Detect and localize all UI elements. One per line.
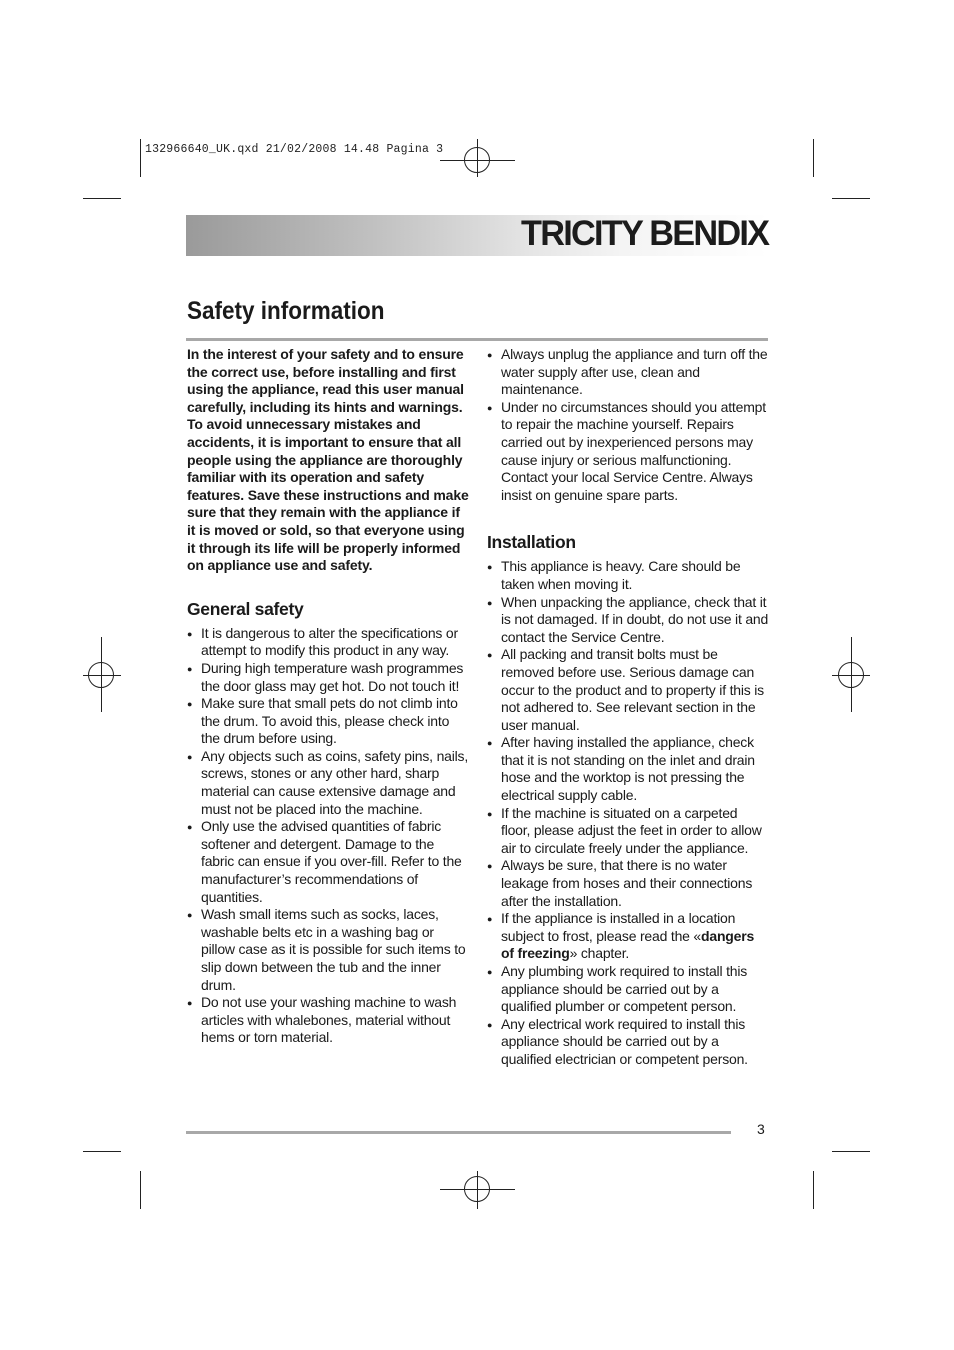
left-column (187, 346, 470, 1047)
crop-mark (83, 198, 121, 199)
list-item: ● During high temperature wash programmes the door glass may get hot. Do not touch it! (187, 660, 470, 695)
list-item: ● Only use the advised quantities of fabric softener and detergent. Damage to the fabric can ensue if you over-fill. Refer to the manufacturer’s recommendations of quantities. (187, 818, 470, 906)
list-item: ● Always be sure, that there is no water leakage from hoses and their connections after the installation. (487, 857, 770, 910)
general-safety-heading: General safety (187, 598, 304, 619)
right-column (487, 346, 770, 1069)
list-item: ● It is dangerous to alter the specifications or attempt to modify this product in any way. (187, 625, 470, 660)
intro-paragraph: In the interest of your safety and to ensure the correct use, before installing and first using the appliance, read this user manual carefully, including its hints and warnings. To avoid unnecessary mistakes and accidents, it is important to ensure that all people using the appliance are thoroughly familiar with its operation and safety features. Save these instructions and make sure that they remain with the appliance if it is moved or sold, so that everyone using it through its life will be properly informed on appliance use and safety. (187, 346, 469, 574)
crop-mark (140, 139, 141, 177)
list-item: ● All packing and transit bolts must be removed before use. Serious damage can occur to the product and to property if this is not adhered to. See relevant section in the user manual. (487, 646, 770, 734)
list-item-frost (487, 910, 770, 963)
crop-mark (832, 1151, 870, 1152)
list-item: ● Make sure that small pets do not climb into the drum. To avoid this, please check into the drum before using. (187, 695, 470, 748)
crop-mark (813, 1171, 814, 1209)
brand-logo: TRICITY BENDIX (520, 214, 768, 253)
crop-mark (140, 1171, 141, 1209)
list-item: ● Any electrical work required to install this appliance should be carried out by a qualified electrician or competent person. (487, 1016, 770, 1069)
general-safety-list (187, 625, 470, 1047)
footer-rule (186, 1131, 731, 1134)
list-item: ● Any plumbing work required to install this appliance should be carried out by a qualified plumber or competent person. (487, 963, 770, 1016)
crop-mark (832, 198, 870, 199)
print-slug: 132966640_UK.qxd 21/02/2008 14.48 Pagina 3 (145, 143, 444, 156)
crop-mark (813, 139, 814, 177)
page-number: 3 (757, 1121, 765, 1137)
frost-text-after: » chapter. (569, 945, 630, 962)
general-safety-list-continued (487, 346, 770, 504)
list-item: ● Any objects such as coins, safety pins, nails, screws, stones or any other hard, sharp material can cause extensive damage and must not be placed into the machine. (187, 748, 470, 818)
list-item: ● If the machine is situated on a carpeted floor, please adjust the feet in order to allow air to circulate freely under the appliance. (487, 805, 770, 858)
dangers-of-freezing-ref: dangers of freezing (501, 927, 755, 962)
installation-heading: Installation (487, 532, 576, 553)
list-item: ● When unpacking the appliance, check that it is not damaged. If in doubt, do not use it and contact the Service Centre. (487, 594, 770, 647)
crop-mark (83, 1151, 121, 1152)
frost-text-before: If the appliance is installed in a location subject to frost, please read the « (501, 910, 736, 944)
list-item: ● This appliance is heavy. Care should be taken when moving it. (487, 558, 770, 593)
title-rule (186, 338, 768, 341)
list-item: ● Do not use your washing machine to wash articles with whalebones, material without hems or torn material. (187, 994, 470, 1047)
list-item: ● After having installed the appliance, check that it is not standing on the inlet and drain hose and the worktop is not pressing the electrical supply cable. (487, 734, 770, 804)
list-item: ● Under no circumstances should you attempt to repair the machine yourself. Repairs carried out by inexperienced persons may cause injury or serious malfunctioning. Contact your local Service Centre. Always insist on genuine spare parts. (487, 399, 770, 505)
installation-list (487, 558, 770, 1068)
page-title: Safety information (187, 297, 385, 325)
list-item: ● Always unplug the appliance and turn off the water supply after use, clean and maintenance. (487, 346, 770, 399)
list-item: ● Wash small items such as socks, laces, washable belts etc in a washing bag or pillow case as it is possible for such items to slip down between the tub and the inner drum. (187, 906, 470, 994)
